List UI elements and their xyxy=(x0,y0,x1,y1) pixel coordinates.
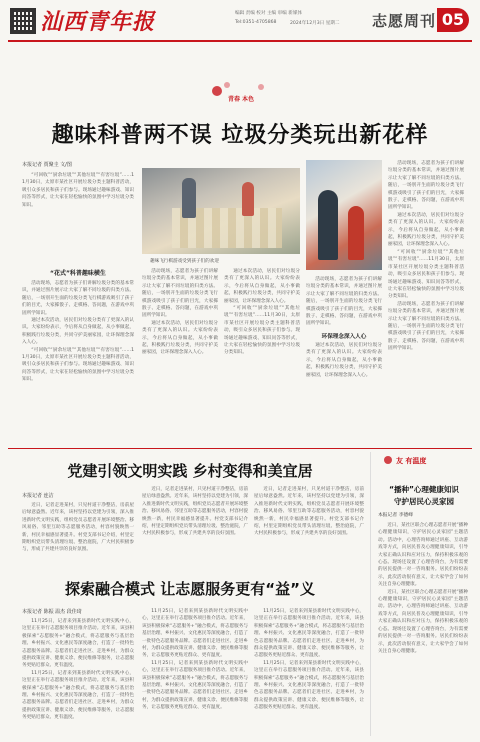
date-line: 2024年12月3日 星期二 xyxy=(290,21,340,26)
article2-paragraph: 近日，记者走进某村，只见村道干净整洁，房前屋后绿意盎然。近年来，该村坚持以党建为引领，深入推进新时代文明实践，组织党员志愿者开展环境整治、移风易俗、邻里互助等志愿服务活动，村容村貌焕然一新，村民幸福感显著提升。村党支部书记介绍，村里定期组织党员带头清理垃圾、整治庭院，广大村民积极参与，形成了共建共享的良好氛围。 xyxy=(254,487,364,537)
article3-paragraph: 11月25日，记者来到某县新时代文明实践中心，这里正在举行志愿服务项目推介活动。近年来，该县积极探索“志愿服务+”融合模式，将志愿服务与基层治理、乡村振兴、文化惠民等深度融合，打造了一批特色志愿服务品牌。志愿者们走进社区、走进乡村，为群众提供政策宣讲、健康义诊、便民维修等服务，让志愿服务更贴近群众、更有温度。 xyxy=(22,670,134,721)
article1-paragraph: “可回收”“厨余垃圾”“其他垃圾”“有害垃圾”……11月30日，太原市某社区开展垃圾分类主题科普活动，吸引众多居民和孩子们参与。现场通过趣味游戏、知识问答等形式，让大家在轻松愉快的氛围中学习垃圾分类知识。 xyxy=(22,347,134,383)
masthead-logo: 汕西青年报 xyxy=(40,9,156,35)
contact-info: Tel:0351-4705868 xyxy=(235,20,277,25)
sidebar-paragraph: 近日，某社区联合心理志愿者开展“播种心理健康知识，守护居民心灵家园”主题活动。活动中，心理咨询师通过讲座、互动游戏等方式，向居民普及心理健康知识，引导大家正确认识和应对压力，保持积极乐观的心态。现场还设置了心理咨询台，为有需要的居民提供一对一咨询服务。居民们纷纷表示，此次活动很有意义，让大家学会了如何关注自身心理健康。 xyxy=(378,523,468,588)
edition-info: 编辑 责编 校对 主编 审编 新媒体 xyxy=(235,11,303,16)
article3-paragraph: 11月25日，记者来到某县新时代文明实践中心，这里正在举行志愿服务项目推介活动。近年来，该县积极探索“志愿服务+”融合模式，将志愿服务与基层治理、乡村振兴、文化惠民等深度融合，打造了一批特色志愿服务品牌。志愿者们走进社区、走进乡村，为群众提供政策宣讲、健康义诊、便民维修等服务，让志愿服务更贴近群众、更有温度。 xyxy=(142,660,248,711)
article1-paragraph: “可回收”“厨余垃圾”“其他垃圾”“有害垃圾”……11月30日，太原市某社区开展垃圾分类主题科普活动，吸引众多居民和孩子们参与。现场通过趣味游戏、知识问答等形式，让大家在轻松愉快的氛围中学习垃圾分类知识。 xyxy=(224,306,300,356)
sidebar-title-line2: 守护居民心灵家园 xyxy=(394,497,454,506)
article1-subhead1: “花式”科普趣味横生 xyxy=(50,270,106,277)
article1-paragraph: 活动现场，志愿者为孩子们讲解垃圾分类的基本常识，并通过图片展示让大家了解不同垃圾的归类方法。随后，一场别开生面的垃圾分类飞行棋游戏吸引了孩子们的目光，大家掷骰子、走棋格、答问题，在游戏中巩固所学知识。 xyxy=(142,269,218,319)
article2-paragraph: 近日，记者走进某村，只见村道干净整洁，房前屋后绿意盎然。近年来，该村坚持以党建为引领，深入推进新时代文明实践，组织党员志愿者开展环境整治、移风易俗、邻里互助等志愿服务活动，村容村貌焕然一新，村民幸福感显著提升。村党支部书记介绍，村里定期组织党员带头清理垃圾、整治庭院，广大村民积极参与，形成了共建共享的良好氛围。 xyxy=(22,503,134,553)
kicker-graphic xyxy=(212,82,268,108)
heart-icon xyxy=(384,456,392,464)
article3-body-col3 xyxy=(254,608,364,736)
article1-body-col5 xyxy=(388,160,464,440)
article1-paragraph: 通过本次活动，居民们对垃圾分类有了更深入的认识。大家纷纷表示，今后将从自身做起，从小事做起，积极践行垃圾分类，共同守护美丽家园，让环保理念深入人心。 xyxy=(388,212,464,248)
article1-paragraph: 通过本次活动，居民们对垃圾分类有了更深入的认识。大家纷纷表示，今后将从自身做起，从小事做起，积极践行垃圾分类，共同守护美丽家园，让环保理念深入人心。 xyxy=(142,320,218,356)
article1-body-col1b xyxy=(22,280,134,440)
article3-byline: 本报记者 陈振 温杰 段佳琦 xyxy=(22,609,82,615)
article1-title: 趣味科普两不误 垃圾分类玩出新花样 xyxy=(51,123,429,148)
dot-icon xyxy=(224,82,230,88)
sidebar-body xyxy=(378,522,468,736)
sidebar-kicker-label: 友 有温度 xyxy=(396,457,427,465)
article1-body-col4c xyxy=(306,342,382,440)
article2-body-col2 xyxy=(142,486,248,568)
article1-photo xyxy=(142,168,300,254)
article1-paragraph: “可回收”“厨余垃圾”“其他垃圾”“有害垃圾”……11月30日，太原市某社区开展垃圾分类主题科普活动，吸引众多居民和孩子们参与。现场通过趣味游戏、知识问答等形式，让大家在轻松愉快的氛围中学习垃圾分类知识。 xyxy=(388,249,464,300)
person-figure xyxy=(318,190,338,260)
article1-paragraph: 通过本次活动，居民们对垃圾分类有了更深入的认识。大家纷纷表示，今后将从自身做起，从小事做起，积极践行垃圾分类，共同守护美丽家园，让环保理念深入人心。 xyxy=(22,318,134,346)
page-number: 05 xyxy=(441,10,465,29)
person-figure xyxy=(242,182,254,216)
article1-photo-2 xyxy=(306,160,382,270)
dot-icon xyxy=(258,84,264,90)
article3-body-col1 xyxy=(22,618,134,736)
article1-paragraph: 活动现场，志愿者为孩子们讲解垃圾分类的基本常识，并通过图片展示让大家了解不同垃圾的归类方法。随后，一场别开生面的垃圾分类飞行棋游戏吸引了孩子们的目光，大家掷骰子、走棋格、答问题，在游戏中巩固所学知识。 xyxy=(388,161,464,211)
article2-paragraph: 近日，记者走进某村，只见村道干净整洁，房前屋后绿意盎然。近年来，该村坚持以党建为引领，深入推进新时代文明实践，组织党员志愿者开展环境整治、移风易俗、邻里互助等志愿服务活动，村容村貌焕然一新，村民幸福感显著提升。村党支部书记介绍，村里定期组织党员带头清理垃圾、整治庭院，广大村民积极参与，形成了共建共享的良好氛围。 xyxy=(142,487,248,537)
kicker-label: 青春 本色 xyxy=(227,96,255,103)
article3-paragraph: 11月25日，记者来到某县新时代文明实践中心，这里正在举行志愿服务项目推介活动。近年来，该县积极探索“志愿服务+”融合模式，将志愿服务与基层治理、乡村振兴、文化惠民等深度融合，打造了一批特色志愿服务品牌。志愿者们走进社区、走进乡村，为群众提供政策宣讲、健康义诊、便民维修等服务，让志愿服务更贴近群众、更有温度。 xyxy=(22,619,134,669)
article2-body-col1 xyxy=(22,502,134,568)
article2-body-col3 xyxy=(254,486,364,568)
sidebar-kicker xyxy=(384,452,464,474)
article3-paragraph: 11月25日，记者来到某县新时代文明实践中心，这里正在举行志愿服务项目推介活动。近年来，该县积极探索“志愿服务+”融合模式，将志愿服务与基层治理、乡村振兴、文化惠民等深度融合，打造了一批特色志愿服务品牌。志愿者们走进社区、走进乡村，为群众提供政策宣讲、健康义诊、便民维修等服务，让志愿服务更贴近群众、更有温度。 xyxy=(254,609,364,659)
article3-title: 探索融合模式 让志愿服务更有“益”义 xyxy=(65,580,315,598)
article1-paragraph: 通过本次活动，居民们对垃圾分类有了更深入的认识。大家纷纷表示，今后将从自身做起，从小事做起，积极践行垃圾分类，共同守护美丽家园，让环保理念深入人心。 xyxy=(306,343,382,378)
masthead-rule xyxy=(8,40,472,42)
sidebar-byline: 本报记者 李德峰 xyxy=(378,513,414,518)
article3-body-col2 xyxy=(142,608,248,736)
article3-paragraph: 11月25日，记者来到某县新时代文明实践中心，这里正在举行志愿服务项目推介活动。近年来，该县积极探索“志愿服务+”融合模式，将志愿服务与基层治理、乡村振兴、文化惠民等深度融合，打造了一批特色志愿服务品牌。志愿者们走进社区、走进乡村，为群众提供政策宣讲、健康义诊、便民维修等服务，让志愿服务更贴近群众、更有温度。 xyxy=(254,660,364,711)
sidebar-paragraph: 近日，某社区联合心理志愿者开展“播种心理健康知识，守护居民心灵家园”主题活动。活动中，心理咨询师通过讲座、互动游戏等方式，向居民普及心理健康知识，引导大家正确认识和应对压力，保持积极乐观的心态。现场还设置了心理咨询台，为有需要的居民提供一对一咨询服务。居民们纷纷表示，此次活动很有意义，让大家学会了如何关注自身心理健康。 xyxy=(378,589,468,654)
qr-code xyxy=(10,8,36,34)
section-divider xyxy=(8,448,472,449)
sidebar-title-line1: “播种”心理健康知识 xyxy=(389,485,459,494)
sidebar-vertical-rule xyxy=(370,452,371,736)
article2-title: 党建引领文明实践 乡村变得和美宜居 xyxy=(67,462,313,480)
article1-paragraph: 活动现场，志愿者为孩子们讲解垃圾分类的基本常识，并通过图片展示让大家了解不同垃圾的归类方法。随后，一场别开生面的垃圾分类飞行棋游戏吸引了孩子们的目光，大家掷骰子、走棋格、答问题，在游戏中巩固所学知识。 xyxy=(22,281,134,316)
person-figure xyxy=(182,178,196,218)
article1-paragraph: 活动现场，志愿者为孩子们讲解垃圾分类的基本常识，并通过图片展示让大家了解不同垃圾的归类方法。随后，一场别开生面的垃圾分类飞行棋游戏吸引了孩子们的目光，大家掷骰子、走棋格、答问题，在游戏中巩固所学知识。 xyxy=(388,301,464,352)
article1-body-col1 xyxy=(22,172,134,264)
article1-paragraph: 活动现场，志愿者为孩子们讲解垃圾分类的基本常识，并通过图片展示让大家了解不同垃圾的归类方法。随后，一场别开生面的垃圾分类飞行棋游戏吸引了孩子们的目光，大家掷骰子、走棋格、答问题，在游戏中巩固所学知识。 xyxy=(306,277,382,327)
article1-body-col4b xyxy=(306,276,382,330)
article1-subhead2: 环保理念深入人心 xyxy=(321,334,367,340)
article2-byline: 本报记者 连洁 xyxy=(22,493,54,499)
article1-paragraph: “可回收”“厨余垃圾”“其他垃圾”“有害垃圾”……11月30日，太原市某社区开展垃圾分类主题科普活动，吸引众多居民和孩子们参与。现场通过趣味游戏、知识问答等形式，让大家在轻松愉快的氛围中学习垃圾分类知识。 xyxy=(22,173,134,208)
article3-paragraph: 11月25日，记者来到某县新时代文明实践中心，这里正在举行志愿服务项目推介活动。近年来，该县积极探索“志愿服务+”融合模式，将志愿服务与基层治理、乡村振兴、文化惠民等深度融合，打造了一批特色志愿服务品牌。志愿者们走进社区、走进乡村，为群众提供政策宣讲、健康义诊、便民维修等服务，让志愿服务更贴近群众、更有温度。 xyxy=(142,609,248,659)
article1-paragraph: 通过本次活动，居民们对垃圾分类有了更深入的认识。大家纷纷表示，今后将从自身做起，从小事做起，积极践行垃圾分类，共同守护美丽家园，让环保理念深入人心。 xyxy=(224,269,300,304)
article1-photo-caption: 趣味飞行棋游戏受到孩子们的欢迎 xyxy=(150,259,219,264)
article1-body-col2 xyxy=(142,268,218,440)
article1-byline: 本报记者 贾聚圭 文/图 xyxy=(22,162,72,168)
article1-body-col3 xyxy=(224,268,300,440)
person-figure xyxy=(348,206,364,260)
section-title: 志愿周刊 xyxy=(372,12,437,30)
